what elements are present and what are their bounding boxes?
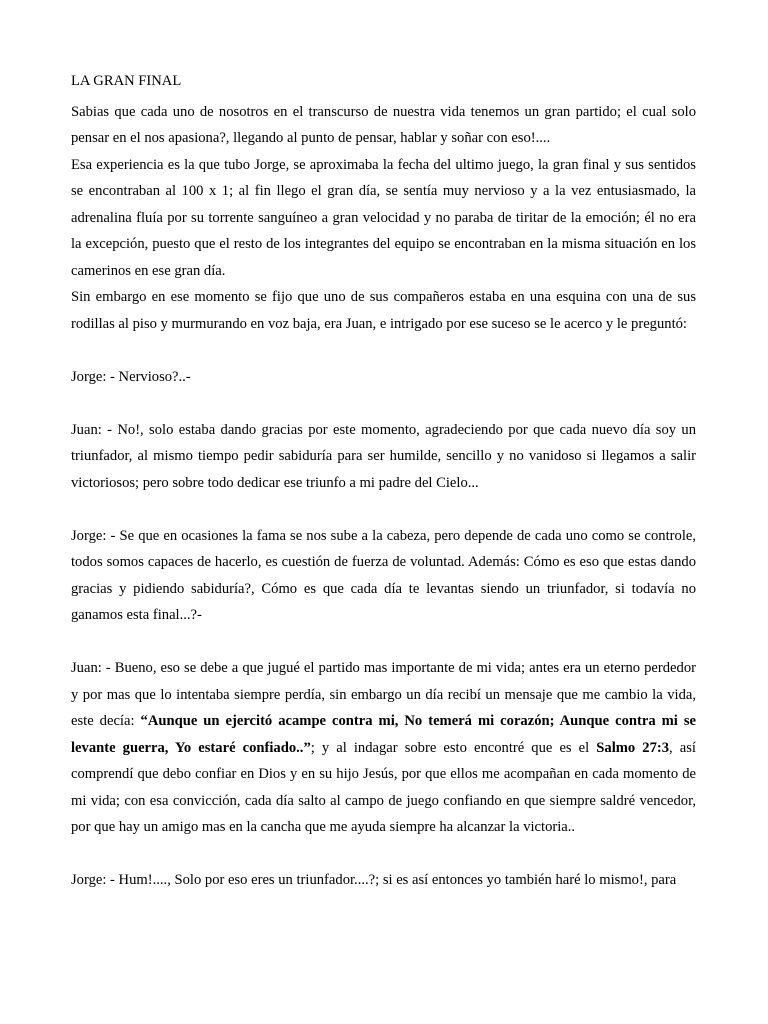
paragraph-juan-kneeling: Sin embargo en ese momento se fijo que uno de sus compañeros estaba en una esquina con una de sus rodillas al piso y murmurando en voz baja, era Juan, e intrigado por ese suceso se le acerco y le preguntó: (71, 289, 696, 332)
psalm-quote: “Aunque un ejercitó acampe contra mi, No temerá mi corazón; Aunque contra mi se levante guerra, Yo estaré confiado..” (71, 713, 696, 756)
dialogue-juan-2 (71, 655, 696, 841)
dialogue-jorge-3: Jorge: - Hum!...., Solo por eso eres un triunfador....?; si es así entonces yo también haré lo mismo!, para (71, 872, 677, 888)
dialogue-juan-2-text-a: Juan: - Bueno, eso se debe a que jugué el partido mas importante de mi vida; antes era un eterno perdedor y por mas que lo intentaba siempre perdía, sin embargo un día recibí un mensaje que me cambio la vida, este decía: (71, 660, 696, 729)
document-title: LA GRAN FINAL (71, 73, 182, 89)
spacer (71, 841, 696, 868)
dialogue-jorge-1: Jorge: - Nervioso?..- (71, 368, 191, 385)
spacer (71, 337, 696, 364)
spacer (71, 496, 696, 523)
dialogue-jorge-2: Jorge: - Se que en ocasiones la fama se nos sube a la cabeza, pero depende de cada uno como se controle, todos somos capaces de hacerlo, es cuestión de fuerza de voluntad. Además: Cómo es eso que estas dando gracias y pidiendo sabiduría?, Cómo es que cada día te levantas siendo un triunfador, si todavía no ganamos esta final...?- (71, 527, 696, 623)
document-page (71, 68, 696, 894)
spacer (71, 629, 696, 656)
paragraph-intro: Sabias que cada uno de nosotros en el transcurso de nuestra vida tenemos un gran partido; el cual solo pensar en el nos apasiona?, llegando al punto de pensar, hablar y soñar con eso!.... (71, 103, 696, 146)
dialogue-juan-2-text-b: ; y al indagar sobre esto encontré que es el (310, 739, 597, 756)
psalm-reference: Salmo 27:3 (596, 739, 670, 756)
paragraph-jorge-experience: Esa experiencia es la que tubo Jorge, se aproximaba la fecha del ultimo juego, la gran final y sus sentidos se encontraban al 100 x 1; al fin llego el gran día, se sentía muy nervioso y a la vez entusiasmado, la adrenalina fluía por su torrente sanguíneo a gran velocidad y no paraba de tiritar de la emoción; él no era la excepción, puesto que el resto de los integrantes del equipo se encontraban en la misma situación en los camerinos en ese gran día. (71, 156, 696, 279)
dialogue-juan-2-text-c: , así comprendí que debo confiar en Dios y en su hijo Jesús, por que ellos me acompañan en cada momento de mi vida; con esa convicción, cada día salto al campo de juego confiando en que siempre saldré vencedor, por que hay un amigo mas en la cancha que me ayuda siempre ha alcanzar la victoria.. (71, 739, 696, 835)
spacer (71, 390, 696, 417)
dialogue-juan-1: Juan: - No!, solo estaba dando gracias por este momento, agradeciendo por que cada nuevo día soy un triunfador, al mismo tiempo pedir sabiduría para ser humilde, sencillo y no vanidoso si llegamos a salir victoriosos; pero sobre todo dedicar ese triunfo a mi padre del Cielo... (71, 421, 696, 491)
